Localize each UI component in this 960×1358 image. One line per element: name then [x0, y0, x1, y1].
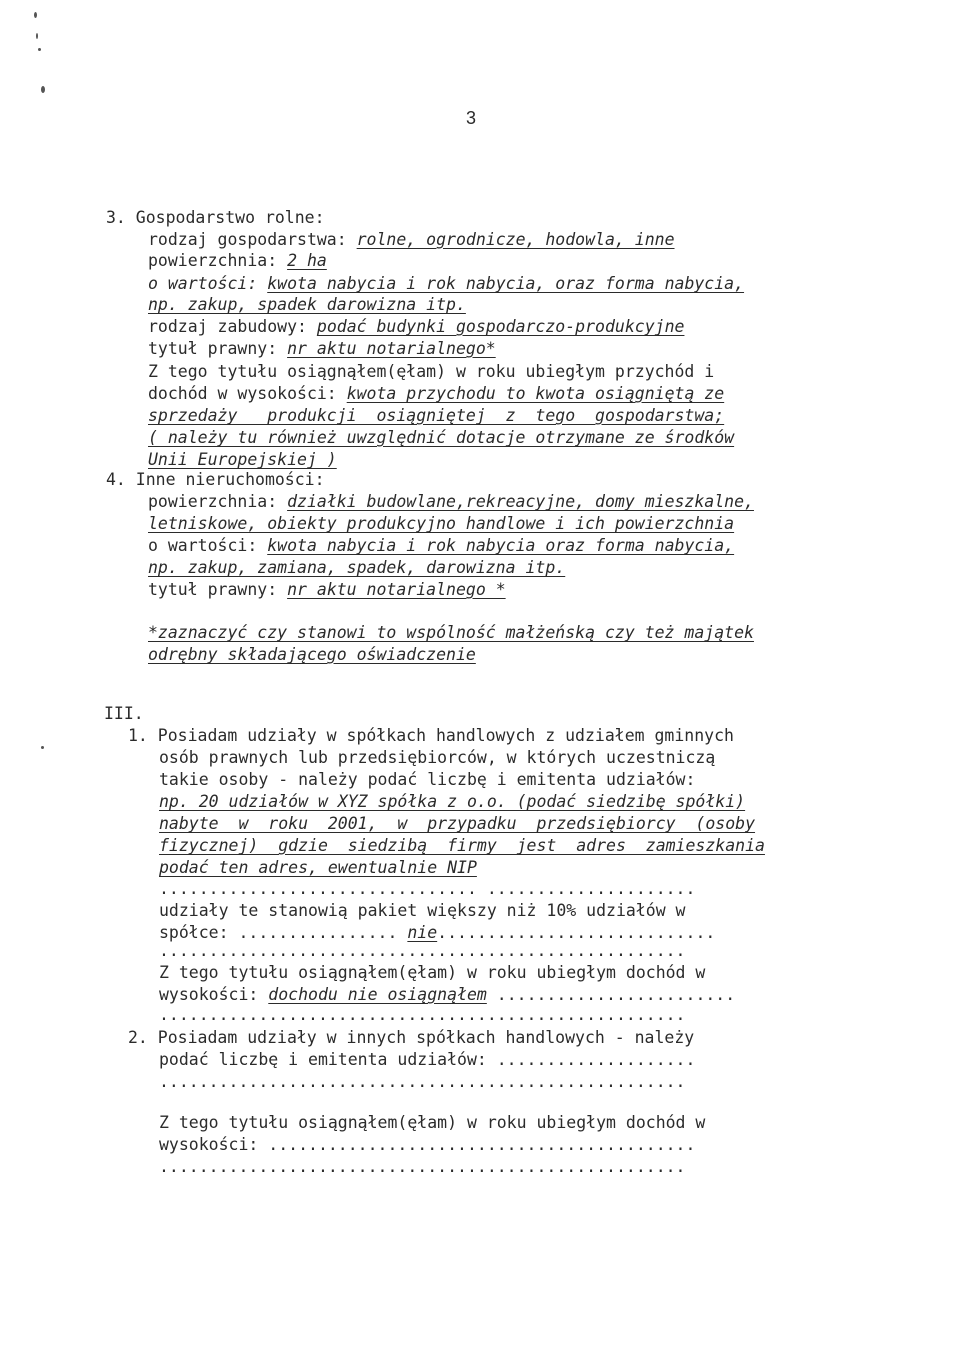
- farm-income-line-3: sprzedaży produkcji osiągniętej z tego gospodarstwa;: [148, 406, 725, 425]
- property-title-line: tytuł prawny: nr aktu notarialnego *: [148, 580, 506, 599]
- footnote-line-2: odrębny składającego oświadczenie: [148, 645, 476, 664]
- shares-example-line: fizycznej) gdzie siedzibą firmy jest adres zamieszkania: [159, 836, 765, 855]
- shares-income-answer: wysokości: dochodu nie osiągnąłem ........................: [159, 985, 736, 1004]
- scan-speck: [41, 86, 45, 93]
- farm-value-line: o wartości: kwota nabycia i rok nabycia, oraz forma nabycia,: [148, 274, 745, 293]
- shares-income-line: Z tego tytułu osiągnąłem(ęłam) w roku ubiegłym dochód w: [159, 963, 706, 982]
- shares-item-2-line: podać liczbę i emitenta udziałów: ....................: [159, 1050, 696, 1069]
- shares-package-answer: spółce: ................ nie............................: [159, 923, 716, 942]
- shares-item-1: 1. Posiadam udziały w spółkach handlowych z udziałem gminnych: [128, 726, 734, 745]
- farm-value-line-2: np. zakup, spadek darowizna itp.: [148, 295, 466, 314]
- property-value-line-2: np. zakup, zamiana, spadek, darowizna itp.: [148, 558, 566, 577]
- shares-item-2-income-line: Z tego tytułu osiągnąłem(ęłam) w roku ubiegłym dochód w: [159, 1113, 706, 1132]
- farm-title-line: tytuł prawny: nr aktu notarialnego*: [148, 339, 496, 358]
- farm-type-line: rodzaj gospodarstwa: rolne, ogrodnicze, hodowla, inne: [148, 230, 675, 249]
- farm-buildings-line: rodzaj zabudowy: podać budynki gospodarczo-produkcyjne: [148, 317, 685, 336]
- scan-speck: [34, 12, 37, 18]
- shares-example-line: np. 20 udziałów w XYZ spółka z o.o. (podać siedzibę spółki): [159, 792, 746, 811]
- property-area-line: powierzchnia: działki budowlane,rekreacyjne, domy mieszkalne,: [148, 492, 754, 511]
- scan-speck: [41, 746, 44, 749]
- shares-item-1-line: osób prawnych lub przedsiębiorców, w których uczestniczą: [159, 748, 716, 767]
- shares-example-line: podać ten adres, ewentualnie NIP: [159, 858, 477, 877]
- shares-package-line: udziały te stanowią pakiet większy niż 10% udziałów w: [159, 901, 686, 920]
- footnote-line: *zaznaczyć czy stanowi to wspólność małżeńską czy też majątek: [148, 623, 754, 642]
- section-3-heading: 3. Gospodarstwo rolne:: [106, 208, 325, 227]
- part-3-heading: III.: [104, 704, 144, 723]
- farm-income-line-4: ( należy tu również uwzględnić dotacje otrzymane ze środków: [148, 428, 735, 447]
- shares-item-2: 2. Posiadam udziały w innych spółkach handlowych - należy: [128, 1028, 695, 1047]
- page-number: 3: [466, 108, 477, 128]
- dotted-line: .....................................................: [159, 1157, 686, 1176]
- dotted-line: .....................................................: [159, 941, 686, 960]
- dotted-line: .....................................................: [159, 1072, 686, 1091]
- dotted-line: ................................ .....................: [159, 879, 696, 898]
- property-area-line-2: letniskowe, obiekty produkcyjno handlowe i ich powierzchnia: [148, 514, 735, 533]
- dotted-line: .....................................................: [159, 1005, 686, 1024]
- farm-area-line: powierzchnia: 2 ha: [148, 251, 327, 270]
- section-4-heading: 4. Inne nieruchomości:: [106, 470, 325, 489]
- farm-income-line-2: dochód w wysokości: kwota przychodu to kwota osiągniętą ze: [148, 384, 725, 403]
- farm-income-line-5: Unii Europejskiej ): [148, 450, 337, 469]
- property-value-line: o wartości: kwota nabycia i rok nabycia oraz forma nabycia,: [148, 536, 735, 555]
- shares-item-2-income-answer: wysokości: ...........................................: [159, 1135, 696, 1154]
- scan-speck: [38, 48, 41, 51]
- shares-example-line: nabyte w roku 2001, w przypadku przedsiębiorcy (osoby: [159, 814, 756, 833]
- shares-item-1-line: takie osoby - należy podać liczbę i emitenta udziałów:: [159, 770, 696, 789]
- farm-income-line: Z tego tytułu osiągnąłem(ęłam) w roku ubiegłym przychód i: [148, 362, 715, 381]
- scan-speck: [36, 33, 38, 39]
